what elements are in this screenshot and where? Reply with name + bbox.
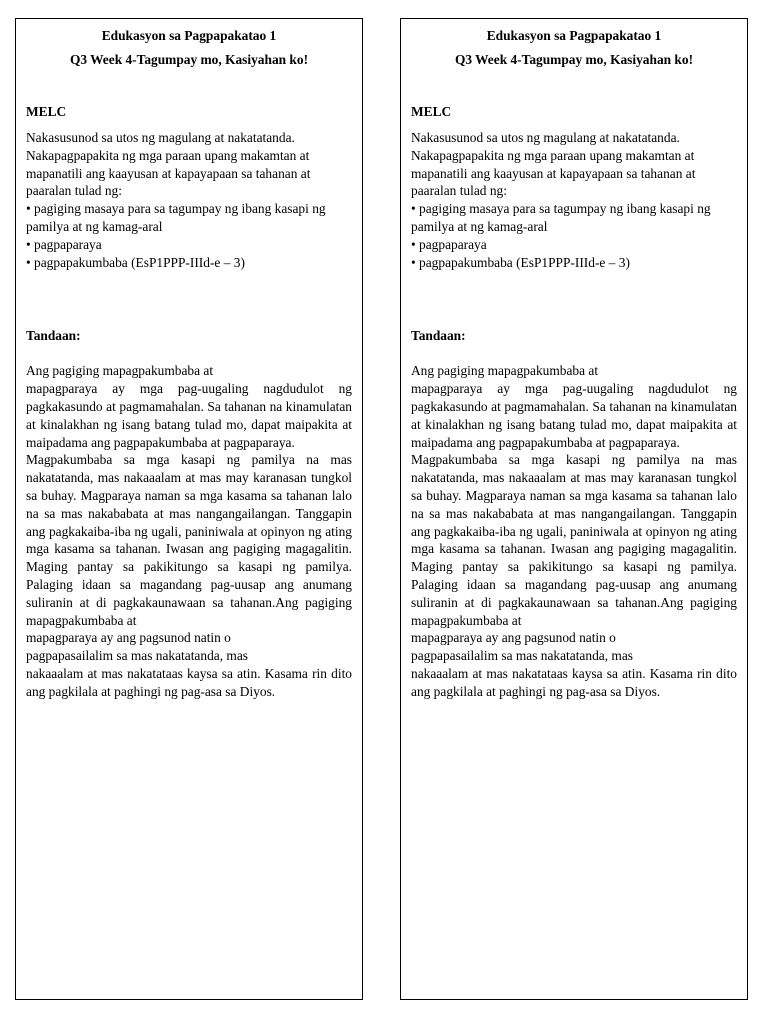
document-subtitle: Q3 Week 4-Tagumpay mo, Kasiyahan ko! <box>69 52 309 67</box>
melc-bullet: • pagpaparaya <box>26 236 352 254</box>
handout-card-left <box>15 18 363 1000</box>
tandaan-paragraph: pagpapasailalim sa mas nakatatanda, mas <box>26 648 248 664</box>
tandaan-paragraph: mapagparaya ay ang pagsunod natin o <box>411 630 616 646</box>
melc-heading: MELC <box>26 104 67 119</box>
tandaan-body <box>26 362 352 700</box>
melc-bullet: • pagpaparaya <box>411 236 737 254</box>
tandaan-heading: Tandaan: <box>411 328 466 344</box>
melc-body <box>26 129 352 271</box>
melc-heading: MELC <box>411 104 452 119</box>
melc-bullet: • pagiging masaya para sa tagumpay ng ibang kasapi ng pamilya at ng kamag-aral <box>26 200 352 236</box>
tandaan-paragraph: mapagparaya ay mga pag-uugaling nagdudulot ng pagkakasundo at pagmamahalan. Sa tahanan na kinamulatan at kinalakhan ng isang batang tulad mo, dapat maipakita at maipadama ang pagpapakumbaba at pagpaparaya. <box>411 381 737 450</box>
handout-card-right <box>400 18 748 1000</box>
tandaan-paragraph: pagpapasailalim sa mas nakatatanda, mas <box>411 648 633 664</box>
tandaan-paragraph: mapagparaya ay mga pag-uugaling nagdudulot ng pagkakasundo at pagmamahalan. Sa tahanan na kinamulatan at kinalakhan ng isang batang tulad mo, dapat maipakita at maipadama ang pagpapakumbaba at pagpaparaya. <box>26 381 352 450</box>
melc-bullet: • pagiging masaya para sa tagumpay ng ibang kasapi ng pamilya at ng kamag-aral <box>411 200 737 236</box>
tandaan-paragraph: nakaaalam at mas nakatataas kaysa sa atin. Kasama rin dito ang pagkilala at paghingi ng pag-asa sa Diyos. <box>411 665 737 699</box>
document-subtitle: Q3 Week 4-Tagumpay mo, Kasiyahan ko! <box>454 52 694 67</box>
melc-intro: Nakasusunod sa utos ng magulang at nakatatanda. Nakapagpapakita ng mga paraan upang makamtan at mapanatili ang kaayusan at kapayapaan sa tahanan at paaralan tulad ng: <box>411 130 696 199</box>
tandaan-paragraph: Magpakumbaba sa mga kasapi ng pamilya na mas nakatatanda, mas nakaaalam at mas may karanasan tungkol sa buhay. Magparaya naman sa mga kasama sa tahanan lalo na sa mas nakababata at mas nangangailangan. Tanggapin ang pagkakaiba-iba ng ugali, paniniwala at opinyon ng ating mga kasama sa tahanan. Iwasan ang pagiging magagalitin. Maging pantay sa pakikitungo sa kasapi ng pamilya. Palaging idaan sa magandang pag-uusap ang anumang suliranin at di pagkakaunawaan sa tahanan.Ang pagiging mapagpakumbaba at <box>26 452 352 628</box>
melc-intro: Nakasusunod sa utos ng magulang at nakatatanda. Nakapagpapakita ng mga paraan upang makamtan at mapanatili ang kaayusan at kapayapaan sa tahanan at paaralan tulad ng: <box>26 130 311 199</box>
tandaan-paragraph: Ang pagiging mapagpakumbaba at <box>26 363 214 379</box>
melc-body <box>411 129 737 271</box>
document-title: Edukasyon sa Pagpapakatao 1 <box>101 28 277 43</box>
tandaan-body <box>411 362 737 700</box>
tandaan-paragraph: Magpakumbaba sa mga kasapi ng pamilya na mas nakatatanda, mas nakaaalam at mas may karanasan tungkol sa buhay. Magparaya naman sa mga kasama sa tahanan lalo na sa mas nakababata at mas nangangailangan. Tanggapin ang pagkakaiba-iba ng ugali, paniniwala at opinyon ng ating mga kasama sa tahanan. Iwasan ang pagiging magagalitin. Maging pantay sa pakikitungo sa kasapi ng pamilya. Palaging idaan sa magandang pag-uusap ang anumang suliranin at di pagkakaunawaan sa tahanan.Ang pagiging mapagpakumbaba at <box>411 452 737 628</box>
tandaan-paragraph: Ang pagiging mapagpakumbaba at <box>411 363 599 379</box>
tandaan-paragraph: nakaaalam at mas nakatataas kaysa sa atin. Kasama rin dito ang pagkilala at paghingi ng pag-asa sa Diyos. <box>26 665 352 699</box>
melc-bullet: • pagpapakumbaba (EsP1PPP-IIId-e – 3) <box>26 254 352 272</box>
tandaan-paragraph: mapagparaya ay ang pagsunod natin o <box>26 630 231 646</box>
melc-bullet: • pagpapakumbaba (EsP1PPP-IIId-e – 3) <box>411 254 737 272</box>
document-title: Edukasyon sa Pagpapakatao 1 <box>486 28 662 43</box>
tandaan-heading: Tandaan: <box>26 328 81 344</box>
